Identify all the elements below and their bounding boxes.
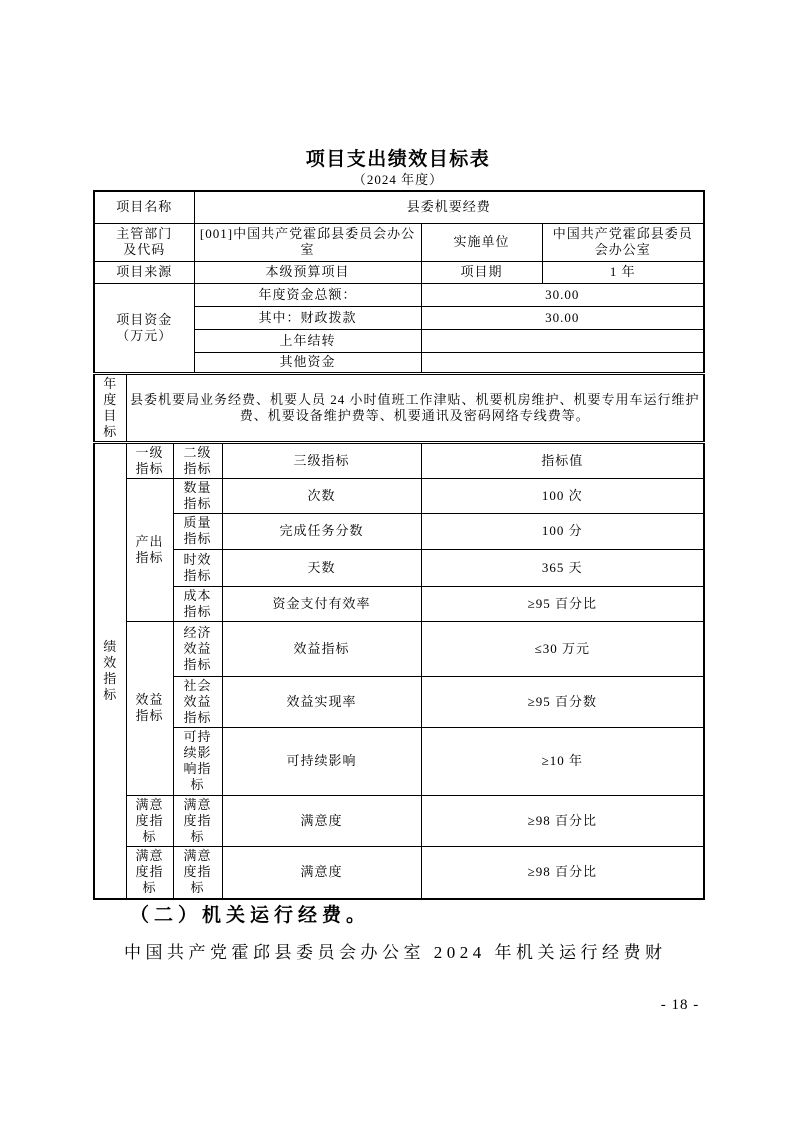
funds-row-name: 其中：财政拨款: [194, 306, 421, 329]
indicator-row: [94, 621, 704, 676]
table-row: [94, 191, 704, 223]
header-level1: 一级指标: [126, 442, 173, 478]
dept-value: [001]中国共产党霍邱县委员会办公室: [194, 223, 421, 261]
level1-satisfaction: 满意度指标: [126, 846, 173, 899]
funds-row-name: 其他资金: [194, 352, 421, 373]
header-level2: 二级指标: [173, 442, 222, 478]
funds-row-name: 年度资金总额：: [194, 283, 421, 306]
level2-cell: 满意度指标: [173, 795, 222, 846]
value-cell: ≥98 百分比: [421, 795, 704, 846]
value-cell: 365 天: [421, 549, 704, 586]
level1-satisfaction: 满意度指标: [126, 795, 173, 846]
level3-cell: 完成任务分数: [222, 513, 421, 549]
funds-row-value: 30.00: [421, 283, 704, 306]
funds-row-value: [421, 352, 704, 373]
level3-cell: 效益指标: [222, 621, 421, 676]
header-value: 指标值: [421, 442, 704, 478]
level2-cell: 社会效益指标: [173, 676, 222, 727]
indicator-row: [94, 676, 704, 727]
value-cell: 100 分: [421, 513, 704, 549]
level3-cell: 满意度: [222, 846, 421, 899]
source-label: 项目来源: [94, 261, 194, 283]
level3-cell: 可持续影响: [222, 727, 421, 795]
indicator-row: [94, 513, 704, 549]
indicator-row: [94, 795, 704, 846]
level3-cell: 效益实现率: [222, 676, 421, 727]
table-row: [94, 283, 704, 306]
value-cell: ≥10 年: [421, 727, 704, 795]
indicator-row: [94, 478, 704, 513]
indicator-row: [94, 846, 704, 899]
indicator-section-label: 绩效指标: [94, 442, 126, 899]
project-name-value: 县委机要经费: [194, 191, 704, 223]
body-paragraph: 中国共产党霍邱县委员会办公室 2024 年机关运行经费财: [124, 943, 667, 962]
funds-row-name: 上年结转: [194, 329, 421, 352]
level2-cell: 时效指标: [173, 549, 222, 586]
value-cell: ≥98 百分比: [421, 846, 704, 899]
indicator-row: [94, 549, 704, 586]
level2-cell: 成本指标: [173, 586, 222, 621]
funds-row-value: [421, 329, 704, 352]
page-number: - 18 -: [660, 997, 700, 1013]
period-value: 1 年: [542, 261, 704, 283]
annual-goal-text: 县委机要局业务经费、机要人员 24 小时值班工作津贴、机要机房维护、机要专用车运行维护费、机要设备维护费等、机要通讯及密码网络专线费等。: [126, 373, 704, 442]
footer-text-block: [93, 903, 703, 966]
level3-cell: 资金支付有效率: [222, 586, 421, 621]
funds-row-value: 30.00: [421, 306, 704, 329]
level2-cell: 数量指标: [173, 478, 222, 513]
period-label: 项目期: [421, 261, 542, 283]
level3-cell: 满意度: [222, 795, 421, 846]
value-cell: ≥95 百分比: [421, 586, 704, 621]
section-heading: （二）机关运行经费。: [130, 905, 371, 926]
source-value: 本级预算项目: [194, 261, 421, 283]
value-cell: 100 次: [421, 478, 704, 513]
indicator-row: [94, 727, 704, 795]
indicator-row: [94, 586, 704, 621]
annual-goal-row: [94, 373, 704, 442]
funds-label: 项目资金（万元）: [94, 283, 194, 373]
dept-label: 主管部门及代码: [94, 223, 194, 261]
level2-cell: 可持续影响指标: [173, 727, 222, 795]
impl-value: 中国共产党霍邱县委员会办公室: [542, 223, 704, 261]
level1-output: 产出指标: [126, 478, 173, 621]
value-cell: ≤30 万元: [421, 621, 704, 676]
performance-target-table: [93, 190, 705, 900]
level2-cell: 经济效益指标: [173, 621, 222, 676]
page-title: 项目支出绩效目标表: [305, 149, 491, 170]
level1-benefit: 效益指标: [126, 621, 173, 795]
table-row: [94, 223, 704, 261]
impl-label: 实施单位: [421, 223, 542, 261]
annual-goal-label: 年度目标: [94, 373, 126, 442]
page-subtitle: （2024 年度）: [352, 172, 444, 187]
table-row: [94, 261, 704, 283]
level3-cell: 次数: [222, 478, 421, 513]
value-cell: ≥95 百分数: [421, 676, 704, 727]
level3-cell: 天数: [222, 549, 421, 586]
level2-cell: 质量指标: [173, 513, 222, 549]
header-level3: 三级指标: [222, 442, 421, 478]
level2-cell: 满意度指标: [173, 846, 222, 899]
indicator-header-row: [94, 442, 704, 478]
project-name-label: 项目名称: [94, 191, 194, 223]
